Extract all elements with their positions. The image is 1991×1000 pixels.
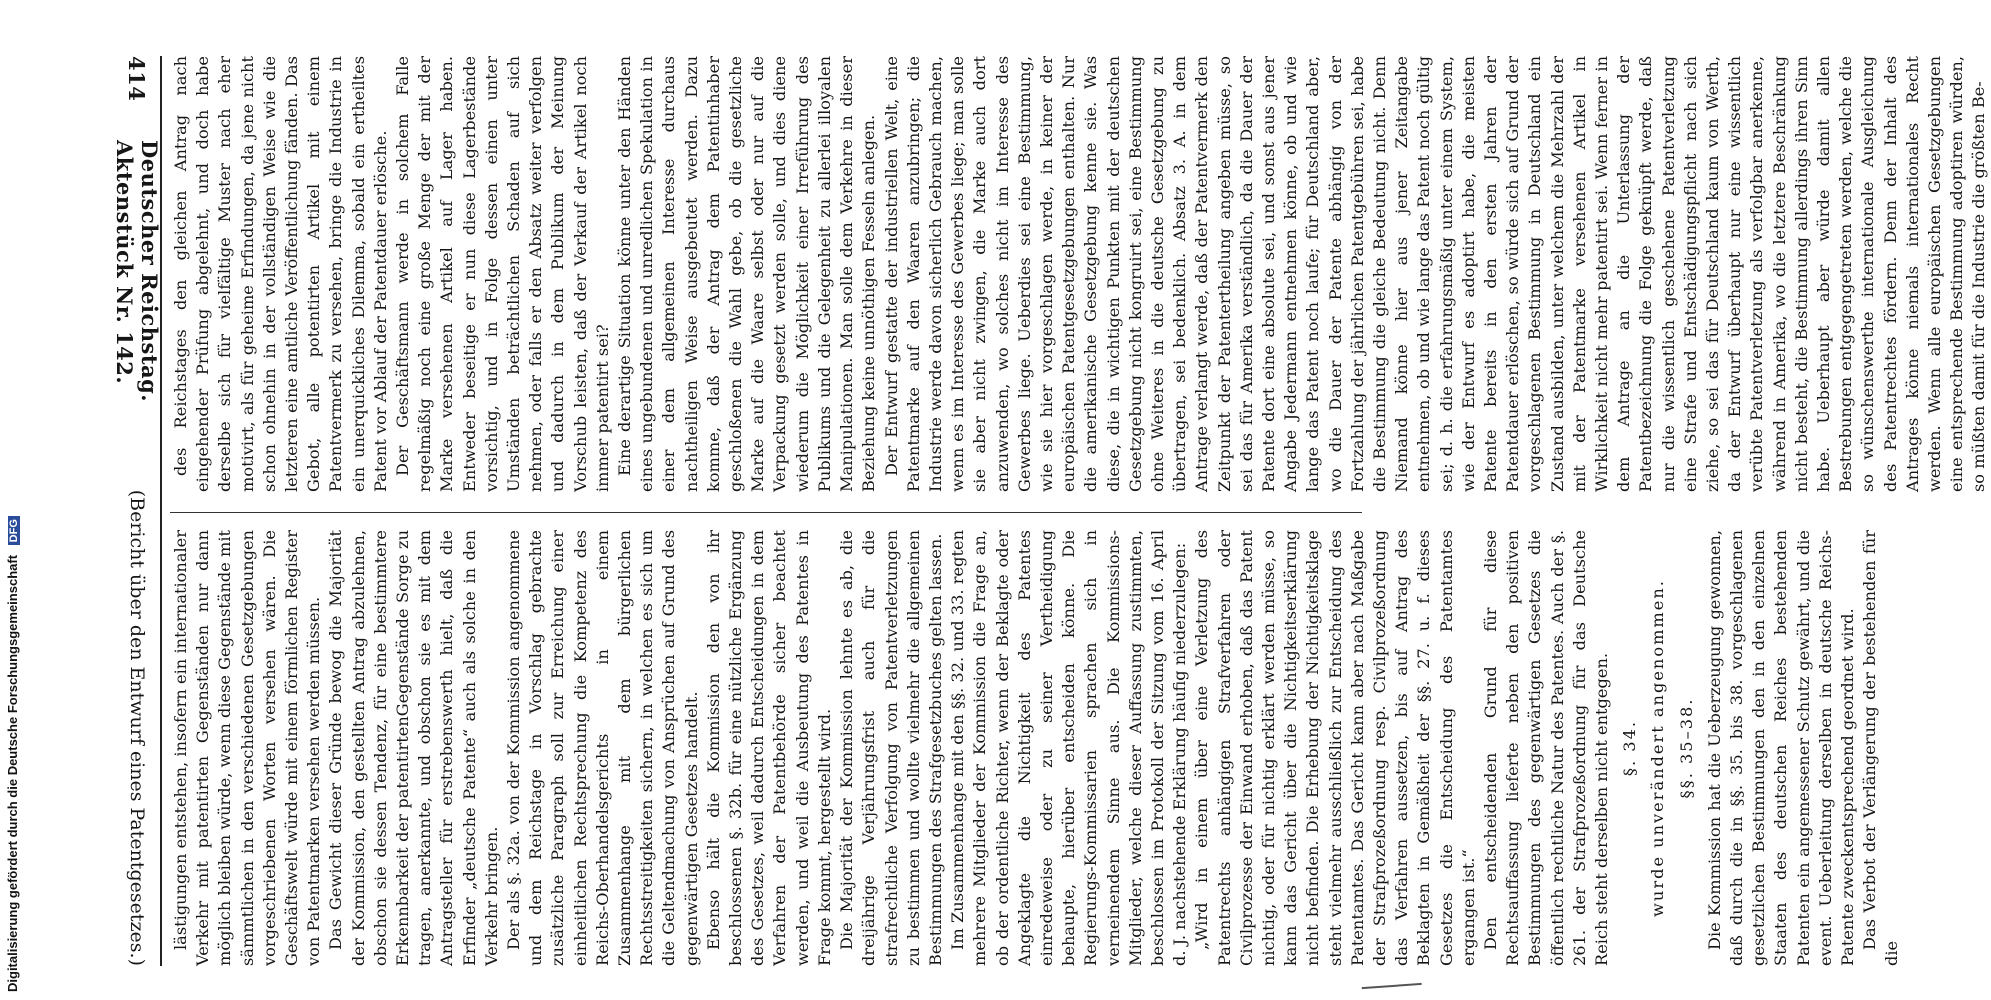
paragraph: Der als §. 32a. von der Kommission angenommene und dem Reichstage in Vorschlag gebrachte zusätzliche Paragraph soll zur Erreichung einer einheitlichen Rechtsprechung die Kompetenz des Reichs-Oberhandelsgerichts in einem Zusammenhange mit dem bürgerlichen Rechtsstreitigkeiten sichern, in welchen es sich um die Geltendmachung von Ansprüchen auf Grund des gegenwärtigen Gesetzes handelt. <box>504 530 701 966</box>
paragraph: Die Kommission hat die Ueberzeugung gewonnen, daß durch die in §§. 35. bis 38. vorgeschlagenen gesetzlichen Bestimmungen den in den einzelnen Staaten des deutschen Reiches bestehenden Patenten ein angemessener Schutz gewährt, und die event. Ueberleitung derselben in deutsche Reichs-Patente zweckentsprechend geordnet wird. <box>1704 530 1858 966</box>
paragraph: Der Entwurf gestatte der industriellen Welt, eine Patentmarke auf den Waaren anzubringen; die Industrie werde davon sicherlich Gebrauch machen, wenn es im Interesse des Gewerbes liege; man solle sie aber nicht zwingen, die Marke auch dort anzuwenden, wo solches nicht im Interesse des Gewerbes liege. Ueberdies sei eine Bestimmung, wie sie hier vorgeschlagen werde, in keiner der europäischen Patentgesetzgebungen enthalten. Nur die amerikanische Gesetzgebung kenne sie. Was diese, die in wichtigen Punkten mit der deutschen Gesetzgebung nicht kongruirt sei, eine Bestimmung ohne Weiteres in die deutsche Gesetzgebung zu übertragen, sei bedenklich. Absatz 3. A. in dem Antrage verlangt werde, daß der Patentvermerk den Zeitpunkt der Patentertheilung angeben müsse, so sei das für Amerika verständlich, da die Dauer der Patente dort eine absolute sei, und sonst aus jener Angabe Jedermann entnehmen könne, ob und wie lange das Patent noch laufe; für Deutschland aber, wo die Dauer der Patente abhängig von der Fortzahlung der jährlichen Patentgebühren sei, habe die Bestimmung die gleiche Bedeutung nicht. Denn Niemand könne hier aus jener Zeitangabe entnehmen, ob und wie lange das Patent noch gültig sei; d. h. die erfahrungsmäßig unter einem System, wie der Entwurf es adoptirt habe, die meisten Patente bereits in den ersten Jahren der Patentdauer erlöschen, so würde sich auf Grund der vorgeschlagenen Bestimmung in Deutschland ein Zustand ausbilden, unter welchem die Mehrzahl der mit der Patentmarke versehenen Artikel in Wirklichkeit nicht mehr patentirt sei. Wenn ferner in dem Antrage an die Unterlassung der Patentbezeichnung die Folge geknüpft werde, daß nur die wissentlich geschehene Patentverletzung eine Strafe und Entschädigungspflicht nach sich ziehe, so sei das für Deutschland kaum von Werth, da der Entwurf überhaupt nur eine wissentlich verübte Patentverletzung als verfolgbar anerkenne, während in Amerika, wo die letztere Beschränkung nicht besteht, die Bestimmung allerdings ihren Sinn habe. Ueberhaupt aber würde damit allen Bestrebungen entgegengetreten werden, welche die so wünschenswerthe internationale Ausgleichung des Patentrechtes fördern. Denn der Inhalt des Antrages könne niemals internationales Recht werden. Wenn alle europäischen Gesetzgebungen eine entsprechende Bestimmung adoptiren würden, so müßten damit für die Industrie die größten Be- <box>881 56 1989 492</box>
paragraph: Das Gewicht dieser Gründe bewog die Majorität der Kommission, den gestellten Antrag abzulehnen, obschon sie dessen Tendenz, für eine bestimmtere Erkennbarkeit der patentirtenGegenstände Sorge zu tragen, anerkannte, und obschon sie es mit dem Antragsteller für erstrebenswerth hielt, daß die Erfinder „deutsche Patente“ auch als solche in den Verkehr bringen. <box>326 530 501 966</box>
text-column-right <box>170 530 1902 966</box>
paragraph: „Wird in einem über eine Verletzung des Patentrechts anhängigen Strafverfahren oder Civilprozesse der Einwand erhoben, daß das Patent nichtig, oder für nichtig erklärt werden müsse, so kann das Gericht über die Nichtigkeitserklärung nicht befinden. Die Erhebung der Nichtigkeitsklage steht vielmehr ausschließlich zur Entscheidung des Patentamtes. Das Gericht kann aber nach Maßgabe der Strafprozeßordnung resp. Civilprozeßordnung das Verfahren aussetzen, bis auf Antrag des Beklagten in Gemäßheit der §§. 27. u. f. dieses Gesetzes die Entscheidung des Patentamtes ergangen ist.“ <box>1192 530 1478 966</box>
paragraph: wurde unverändert angenommen. <box>1648 579 1668 917</box>
text-column-left <box>170 56 1989 492</box>
document-number: Aktenstück Nr. 142. <box>112 140 137 385</box>
paragraph: Das Verbot der Verlängerung der bestehenden für die <box>1860 530 1902 966</box>
running-header <box>112 56 162 966</box>
publication-title: Deutscher Reichstag. <box>137 140 162 403</box>
paragraph: Im Zusammenhange mit den §§. 32. und 33. regten mehrere Mitglieder der Kommission die Frage an, ob der ordentliche Richter, wenn der Beklagte oder Angeklagte die Nichtigkeit des Patentes einredeweise oder zu seiner Vertheidigung behaupte, hierüber entscheiden könne. Die Regierungs-Kommissarien sprachen sich in verneinendem Sinne aus. Die Kommissions-Mitglieder, welche dieser Auffassung zustimmten, beschlossen im Protokoll der Sitzung vom 16. April d. J. nachstehende Erklärung häufig niederzulegen: <box>948 530 1190 966</box>
paragraph: Ebenso hält die Kommission den von ihr beschlossenen §. 32b. für eine nützliche Ergänzung des Gesetzes, weil dadurch Entscheidungen in dem Verfahren der Patentbehörde sicher beachtet werden, und weil die Ausbeutung des Patentes in Frage kommt, hergestellt wird. <box>703 530 834 966</box>
paragraph: Die Majorität der Kommission lehnte es ab, die dreijährige Verjährungsfrist auch für die strafrechtliche Verfolgung von Patentverletzungen zu bestimmen und wollte vielmehr die allgemeinen Bestimmungen des Strafgesetzbuches gelten lassen. <box>837 530 945 966</box>
header-rule <box>160 56 162 966</box>
report-title: (Bericht über den Entwurf eines Patentgesetzes.) <box>126 489 148 966</box>
paragraph: Den entscheidenden Grund für diese Rechtsauffassung lieferte neben den positiven Bestimmungen des gegenwärtigen Gesetzes die öffentlich rechtliche Natur des Patentes. Auch der §. 261. der Strafprozeßordnung für das Deutsche Reich steht derselben nicht entgegen. <box>1480 530 1611 966</box>
paragraph: lästigungen entstehen, insofern ein internationaler Verkehr mit patentirten Gegenständen nur dann möglich bleiben würde, wenn diese Gegenstände mit sämmtlichen in den verschiedenen Gesetzgebungen vorgeschriebenen Worten versehen wären. Die Geschäftswelt würde mit einem förmlichen Register von Patentmarken versehen werden müssen. <box>171 530 324 966</box>
paragraph: des Reichstages den gleichen Antrag nach eingehender Prüfung abgelehnt, und doch habe derselbe sich für vielfältige Muster nach eher motivirt, als für geheime Erfindungen, da jene nicht schon ohnehin in der vollständigen Weise wie die letzteren eine amtliche Veröffentlichung fänden. Das Gebot, alle potentirten Artikel mit einem Patentvermerk zu versehen, bringe die Industrie in ein unerquickliches Dilemma, sobald ein ertheiltes Patent vor Ablauf der Patentdauer erlösche. <box>171 56 390 492</box>
header-title <box>112 126 162 490</box>
paragraph: Eine derartige Situation könne unter den Händen eines ungebundenen und unredlichen Spekulation in einer dem allgemeinen Interesse durchaus nachtheiligen Weise ausgebeutet werden. Dazu komme, daß der Antrag dem Patentinhaber geschloßenen die Wahl gebe, ob die gesetzliche Marke auf die Waare selbst oder nur auf die Verpackung gesetzt werden solle, und dies diene wiederum die Möglichkeit einer Irreführung des Publikums und die Gelegenheit zu allerlei illoyalen Manipulationen. Man solle dem Verkehre in dieser Beziehung keine unnöthigen Fesseln anlegen. <box>615 56 879 492</box>
paragraph: §§. 35–38. <box>1676 697 1696 799</box>
dfg-logo: DFG <box>8 516 20 545</box>
column-divider <box>170 512 1362 513</box>
credit-text: Digitalisierung gefördert durch die Deutsche Forschungsgemeinschaft <box>5 554 20 992</box>
paragraph: §. 34. <box>1620 719 1640 777</box>
page-number: 414 <box>124 56 150 102</box>
paragraph: Der Geschäftsmann werde in solchem Falle regelmäßig noch eine große Menge der mit der Marke versehenen Artikel auf Lager haben. Entweder beseitige er nun diese Lagerbestände vorsichtig, und in Folge dessen einen unter Umständen beträchtlichen Schaden auf sich nehmen, oder falls er den Absatz weiter verfolgen und dadurch in dem Publikum der Meinung Vorschub leisten, daß der Verkauf der Artikel noch immer patentirt sei? <box>393 56 612 492</box>
digitization-credit <box>0 0 22 1000</box>
